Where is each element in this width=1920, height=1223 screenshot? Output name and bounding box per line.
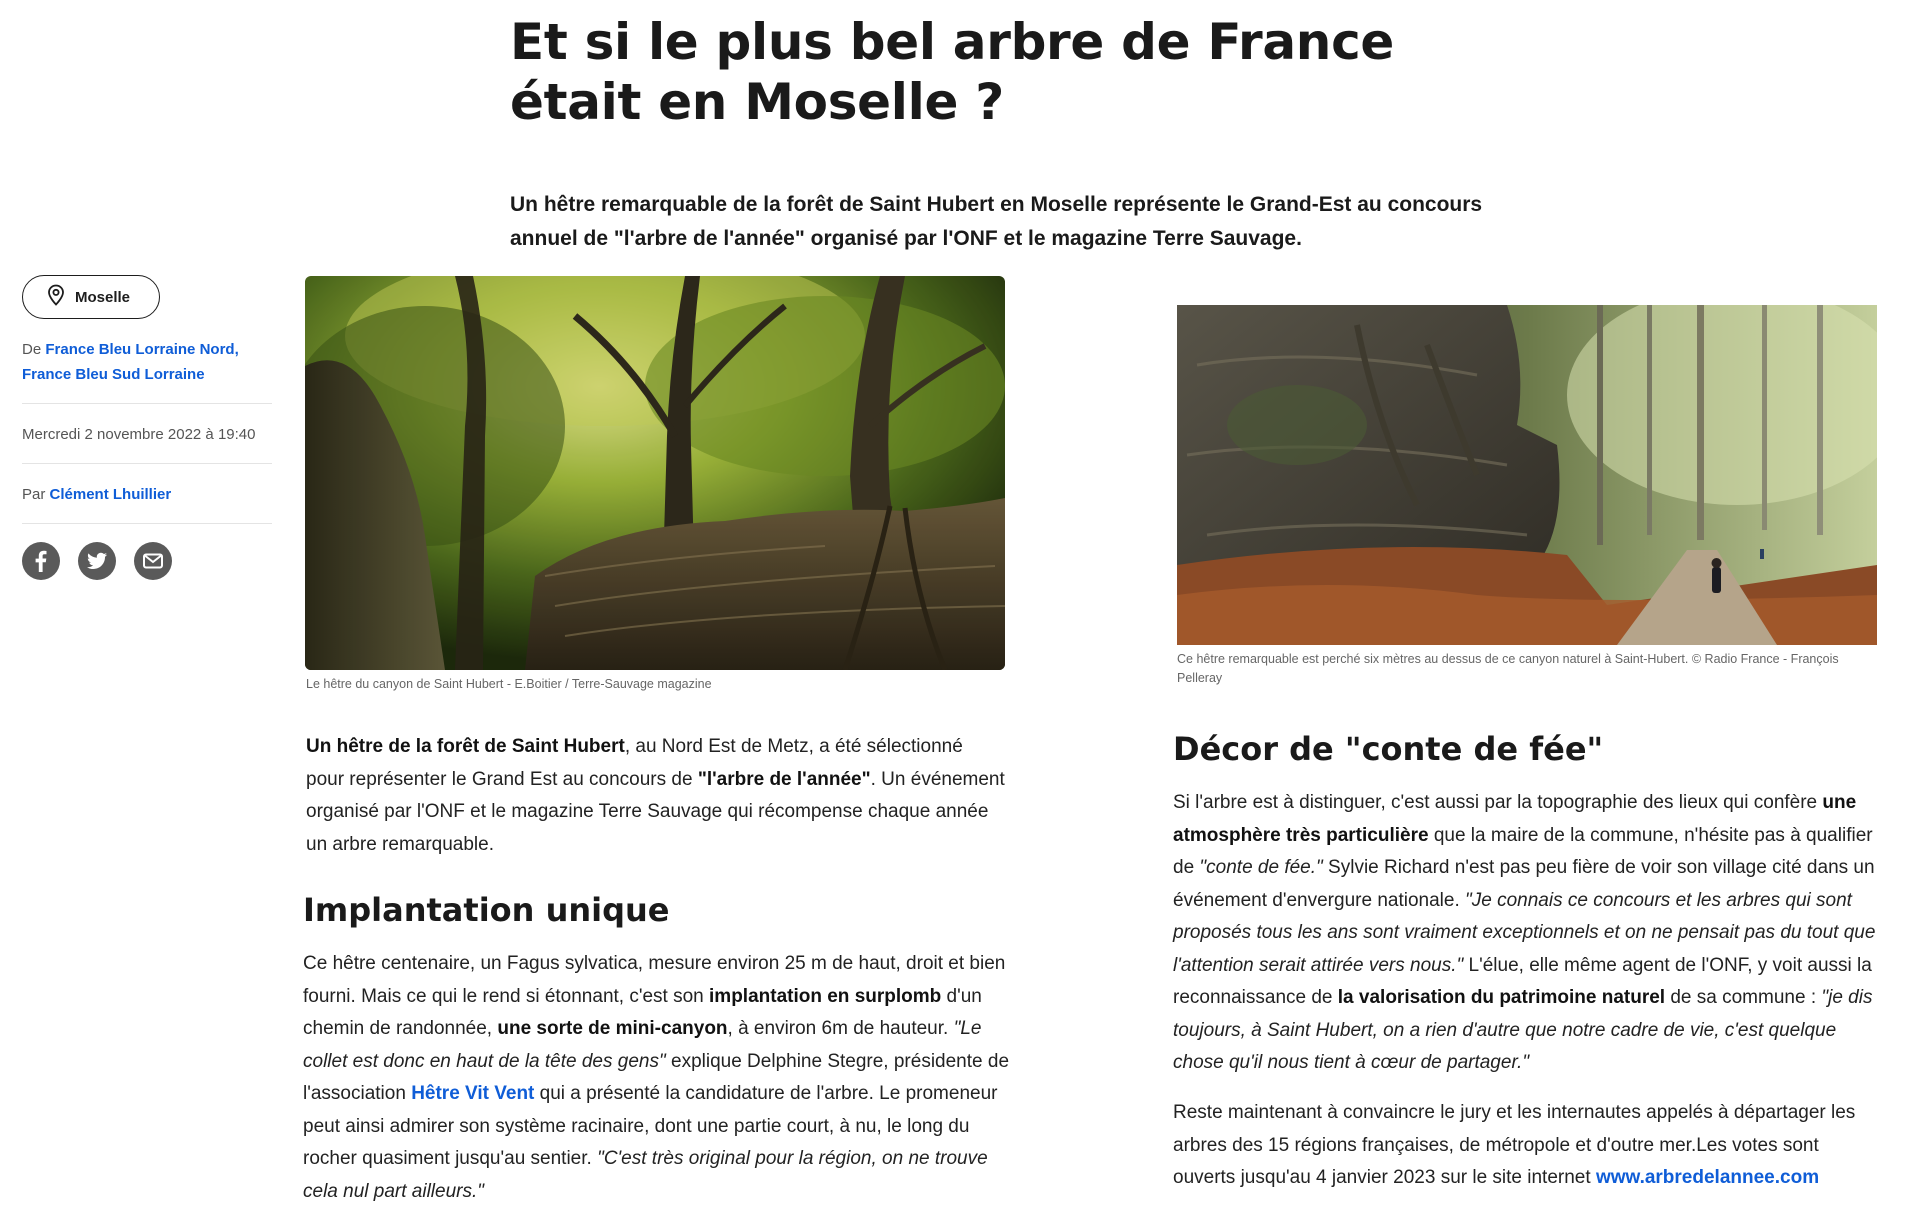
- text-span: explique Delphine Stegre, présidente de l'association: [303, 1050, 1010, 1104]
- text-span: , à environ 6m de hauteur.: [727, 1018, 954, 1039]
- twitter-share-button[interactable]: [78, 542, 116, 580]
- emphasis-contest-name: "l'arbre de l'année": [697, 768, 871, 790]
- quote-original: "C'est très original pour la région, on ne trouve cela nul part ailleurs.": [303, 1148, 988, 1202]
- article-photo-canyon-path: [1177, 305, 1877, 645]
- vote-website-link[interactable]: www.arbredelannee.com: [1595, 1167, 1820, 1188]
- quote-collet: "Le collet est donc en haut de la tête des gens": [303, 1018, 982, 1072]
- article-source: [22, 337, 272, 404]
- quote-fairy-tale: "conte de fée.": [1199, 857, 1323, 878]
- text-span: de sa commune :: [1665, 987, 1822, 1008]
- text-span: Ce hêtre centenaire, un Fagus sylvatica, mesure environ 25 m de haut, droit et bien fourni. Mais ce qui le rend si étonnant, c'est son: [303, 953, 1006, 1007]
- author-prefix: Par: [22, 486, 46, 503]
- emphasis-tree-location: Un hêtre de la forêt de Saint Hubert: [306, 736, 625, 757]
- quote-mayor-contest: "Je connais ce concours et les arbres qui sont proposés tous les ans sont vraiment exceptionnels et on ne pensait pas du tout que l'attention serait attirée vers nous.": [1173, 889, 1876, 976]
- emphasis-atmosphere: une atmosphère très particulière: [1173, 792, 1857, 846]
- text-span: Sylvie Richard n'est pas peu fière de voir son village cité dans un événement d'envergure nationale.: [1173, 857, 1875, 911]
- vote-paragraph: [1173, 1097, 1883, 1195]
- text-span: , au Nord Est de Metz, a été sélectionné pour représenter le Grand Est au concours de: [306, 736, 963, 790]
- email-icon: [134, 542, 172, 580]
- emphasis-heritage: la valorisation du patrimoine naturel: [1337, 987, 1666, 1008]
- facebook-icon: [22, 542, 60, 580]
- photo-caption-1: Le hêtre du canyon de Saint Hubert - E.Boitier / Terre-Sauvage magazine: [306, 677, 712, 691]
- emphasis-overhang: implantation en surplomb: [709, 985, 942, 1007]
- share-buttons: [22, 542, 272, 580]
- decor-paragraph: [1173, 787, 1883, 1080]
- location-pin-icon: [47, 284, 65, 310]
- article-title: Et si le plus bel arbre de France était en Moselle ?: [510, 13, 1395, 131]
- text-span: qui a présenté la candidature de l'arbre. Le promeneur peut ainsi admirer son système racinaire, dont une partie court, à nu, le long du rocher quasiment jusqu'au sentier.: [303, 1083, 998, 1169]
- station-link-lorraine-nord[interactable]: France Bleu Lorraine Nord,: [45, 341, 239, 358]
- twitter-icon: [78, 542, 116, 580]
- section-heading-implantation: Implantation unique: [303, 891, 670, 929]
- text-span: Reste maintenant à convaincre le jury et les internautes appelés à départager les arbres des 15 régions françaises, de métropole et d'outre mer.Les votes sont ouverts jusqu'au 4 janvier 2023 sur le site internet: [1173, 1102, 1856, 1188]
- text-span: L'élue, elle même agent de l'ONF, y voit aussi la reconnaissance de: [1173, 954, 1872, 1008]
- location-tag-label: Moselle: [75, 288, 131, 306]
- text-span: que la maire de la commune, n'hésite pas à qualifier de: [1173, 824, 1873, 878]
- implantation-paragraph: [303, 948, 1013, 1208]
- facebook-share-button[interactable]: [22, 542, 60, 580]
- intro-paragraph: [306, 731, 1006, 861]
- source-prefix: De: [22, 341, 42, 358]
- article-sidebar: [22, 275, 272, 580]
- article-photo-canyon-tree: [305, 276, 1005, 670]
- quote-mayor-village: "je dis toujours, à Saint Hubert, on a rien d'autre que notre cadre de vie, c'est quelque chose qu'il nous tient à cœur de partager.": [1173, 987, 1873, 1073]
- text-span: d'un chemin de randonnée,: [303, 985, 982, 1039]
- author-link[interactable]: Clément Lhuillier: [49, 486, 172, 503]
- text-span: . Un événement organisé par l'ONF et le magazine Terre Sauvage qui récompense chaque année un arbre remarquable.: [306, 768, 1005, 855]
- article-lead: Un hêtre remarquable de la forêt de Saint Hubert en Moselle représente le Grand-Est au concours annuel de "l'arbre de l'année" organisé par l'ONF et le magazine Terre Sauvage.: [510, 193, 1483, 250]
- association-link[interactable]: Hêtre Vit Vent: [411, 1083, 535, 1104]
- section-heading-decor: Décor de "conte de fée": [1173, 730, 1604, 768]
- emphasis-mini-canyon: une sorte de mini-canyon: [497, 1018, 728, 1039]
- publish-date: Mercredi 2 novembre 2022 à 19:40: [22, 404, 272, 464]
- photo-caption-2: Ce hêtre remarquable est perché six mètres au dessus de ce canyon naturel à Saint-Hubert. © Radio France - François Pelleray: [1177, 652, 1839, 685]
- location-tag-button[interactable]: [22, 275, 160, 319]
- station-link-sud-lorraine[interactable]: France Bleu Sud Lorraine: [22, 366, 205, 383]
- article-author: [22, 464, 272, 524]
- email-share-button[interactable]: [134, 542, 172, 580]
- text-span: Si l'arbre est à distinguer, c'est aussi par la topographie des lieux qui confère: [1173, 792, 1823, 813]
